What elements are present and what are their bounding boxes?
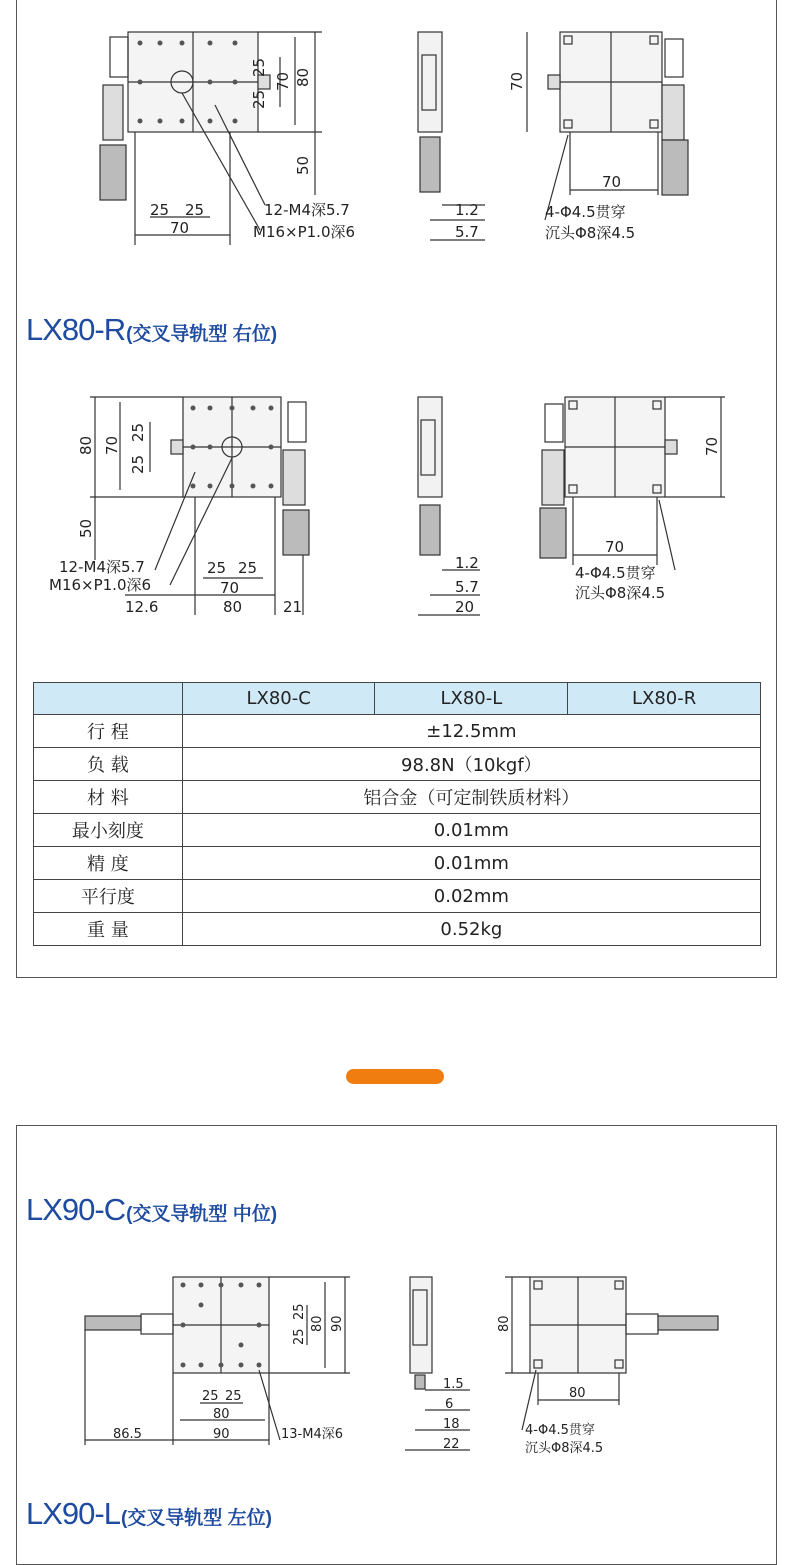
lx90c-rear-dim-80v: 80: [497, 1315, 512, 1332]
lx90c-hole-note: 4-Φ4.5贯穿: [525, 1423, 595, 1438]
table-row: [34, 913, 761, 946]
table-row: [34, 715, 761, 748]
lx90c-subtitle: (交叉导轨型 中位): [126, 1204, 278, 1225]
lx80c-dim-5: 50: [294, 155, 312, 175]
lx80r-counterbore-note: 沉头Φ8深4.5: [575, 584, 666, 602]
row-label: 行 程: [34, 715, 183, 748]
lx90c-rear-dim-80h: 80: [569, 1386, 586, 1401]
lx90c-dim-6: 6: [445, 1397, 454, 1412]
lx80c-m16-note: M16×P1.0深6: [253, 223, 356, 241]
lx90c-dim-80v: 80: [310, 1315, 325, 1332]
lx80r-code: LX80-R: [26, 312, 126, 347]
row-value: 0.52kg: [182, 913, 760, 946]
table-row: [34, 781, 761, 814]
row-value: 0.02mm: [182, 880, 760, 913]
specs-col-lx80c: LX80-C: [182, 683, 375, 715]
lx80c-dim-2: 25: [185, 201, 205, 219]
table-row: [34, 814, 761, 847]
lx80c-drawing: [90, 25, 700, 250]
row-value: 98.8N（10kgf）: [182, 748, 760, 781]
lx80r-dim-25d: 25: [238, 559, 258, 577]
table-row: [34, 847, 761, 880]
lx80r-dim-80h: 80: [223, 598, 243, 616]
lx90l-subtitle: (交叉导轨型 左位): [120, 1508, 272, 1529]
lx90c-dim-90h: 90: [213, 1427, 230, 1442]
row-label: 负 载: [34, 748, 183, 781]
lx90c-code: LX90-C: [26, 1192, 126, 1227]
lx90c-counterbore-note: 沉头Φ8深4.5: [525, 1441, 604, 1456]
specs-header-blank: [34, 683, 183, 715]
lx80r-dim-126: 12.6: [125, 598, 159, 616]
lx80r-hole-note: 4-Φ4.5贯穿: [575, 564, 656, 582]
lx80r-dim-12: 1.2: [455, 554, 479, 572]
lx80r-m16-note: M16×P1.0深6: [49, 576, 152, 594]
lx80c-dim-1: 25: [150, 201, 170, 219]
lx80r-drawing: [45, 390, 735, 625]
lx80r-dim-25c: 25: [207, 559, 227, 577]
lx90c-dim-15: 1.5: [443, 1377, 464, 1392]
lx80c-rear-dim-70v: 70: [508, 71, 526, 91]
lx90c-dim-18: 18: [443, 1417, 460, 1432]
lx80c-thread-note: 12-M4深5.7: [264, 201, 350, 219]
row-label: 最小刻度: [34, 814, 183, 847]
lx80r-side-view: [418, 397, 442, 497]
lx80r-dim-50: 50: [77, 518, 95, 538]
lx80r-dim-57: 5.7: [455, 578, 479, 596]
lx80r-subtitle: (交叉导轨型 右位): [126, 324, 278, 345]
lx90c-dim-25b: 25: [225, 1389, 242, 1404]
row-value: 0.01mm: [182, 814, 760, 847]
lx80r-dim-70h: 70: [220, 579, 240, 597]
lx80r-dim-80v: 80: [77, 435, 95, 455]
row-value: 0.01mm: [182, 847, 760, 880]
row-label: 重 量: [34, 913, 183, 946]
lx80c-dim-3: 70: [170, 219, 190, 237]
lx80r-dim-20: 20: [455, 598, 475, 616]
lx90c-dim-90v: 90: [330, 1315, 345, 1332]
lx80c-dim-7: 25: [250, 89, 268, 109]
lx90c-dim-865: 86.5: [113, 1427, 142, 1442]
lx90c-thread-note: 13-M4深6: [281, 1427, 343, 1442]
lx80r-thread-note: 12-M4深5.7: [59, 558, 145, 576]
lx80r-dim-21: 21: [283, 598, 303, 616]
specs-header-row: [34, 683, 761, 715]
lx80c-dim-12: 1.2: [455, 201, 479, 219]
lx80r-dim-25b: 25: [129, 454, 147, 474]
lx90c-dim-25d: 25: [292, 1328, 307, 1345]
row-value: ±12.5mm: [182, 715, 760, 748]
specs-col-lx80l: LX80-L: [375, 683, 568, 715]
row-label: 材 料: [34, 781, 183, 814]
lx80c-dim-8: 70: [274, 71, 292, 91]
lx80r-title: [26, 312, 277, 348]
lx80r-dim-70v: 70: [103, 435, 121, 455]
lx80r-dim-25a: 25: [129, 422, 147, 442]
table-row: [34, 748, 761, 781]
lx80c-dim-4: 80: [294, 67, 312, 87]
row-label: 精 度: [34, 847, 183, 880]
lx90c-drawing: [75, 1270, 735, 1465]
row-label: 平行度: [34, 880, 183, 913]
specs-col-lx80r: LX80-R: [568, 683, 761, 715]
lx90l-code: LX90-L: [26, 1496, 120, 1531]
lx80c-hole-note: 4-Φ4.5贯穿: [545, 203, 626, 221]
lx90c-title: [26, 1192, 277, 1228]
specs-table: [33, 682, 761, 946]
table-row: [34, 880, 761, 913]
lx90c-dim-25a: 25: [202, 1389, 219, 1404]
lx80r-rear-dim-70v: 70: [703, 436, 721, 456]
lx90c-dim-80h: 80: [213, 1407, 230, 1422]
row-value: 铝合金（可定制铁质材料）: [182, 781, 760, 814]
section-divider-pill: [346, 1069, 444, 1084]
lx90c-dim-22: 22: [443, 1437, 460, 1452]
lx80c-counterbore-note: 沉头Φ8深4.5: [545, 224, 636, 242]
lx80r-rear-dim-70h: 70: [605, 538, 625, 556]
lx80c-dim-6: 25: [250, 57, 268, 77]
lx80c-dim-57: 5.7: [455, 223, 479, 241]
lx90c-dim-25c: 25: [292, 1303, 307, 1320]
lx80c-rear-dim-70h: 70: [602, 173, 622, 191]
lx90l-title: [26, 1496, 272, 1532]
